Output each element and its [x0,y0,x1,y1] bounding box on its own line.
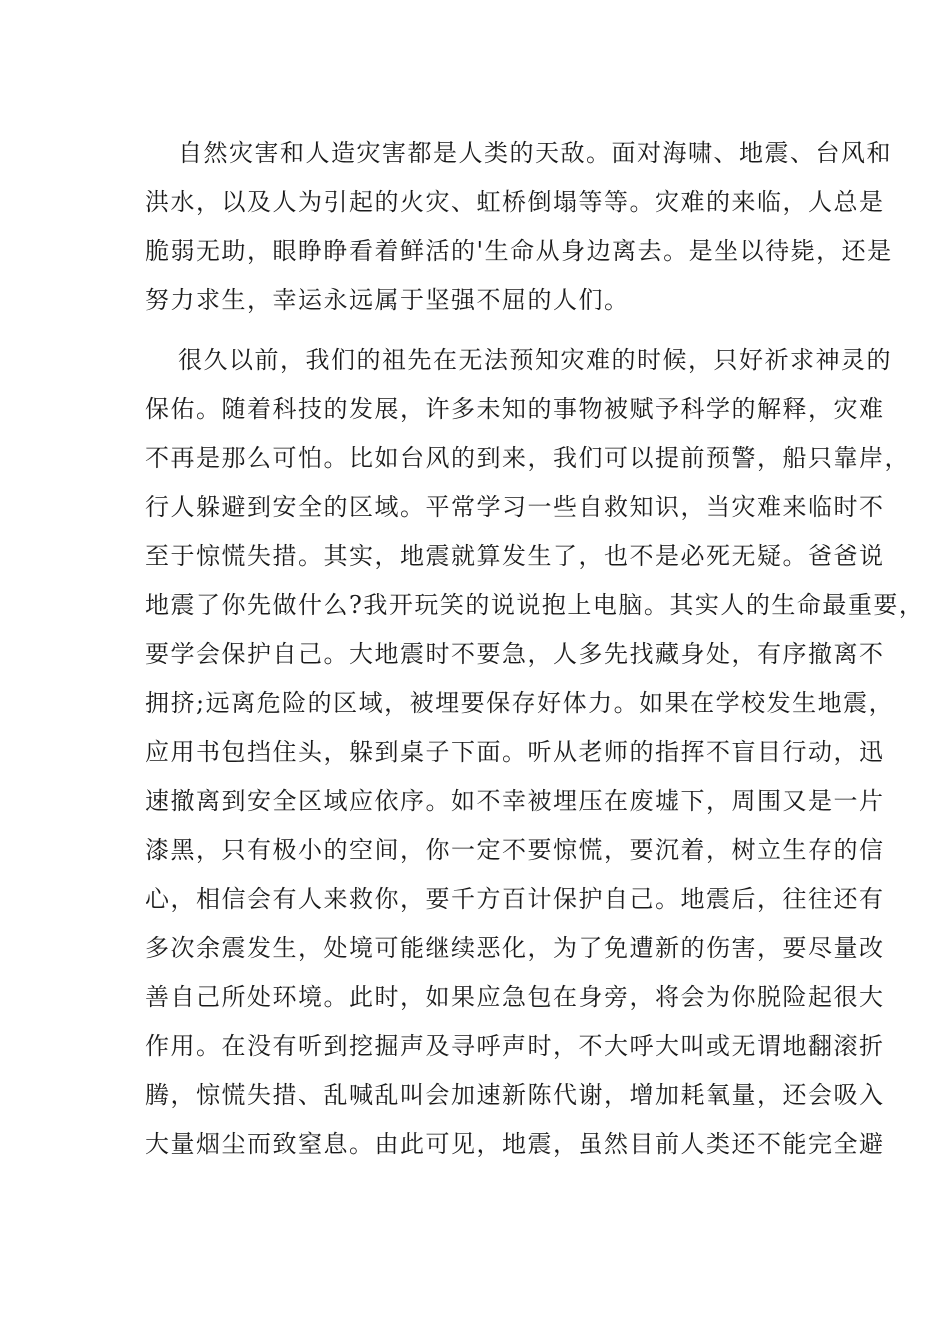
paragraph-2-line-1: 很久以前，我们的祖先在无法预知灾难的时候，只好祈求神灵的 [178,346,892,374]
paragraph-1-line-4: 努力求生，幸运永远属于坚强不屈的人们。 [145,286,630,314]
paragraph-2-line-2: 保佑。随着科技的发展，许多未知的事物被赋予科学的解释，灾难 [145,395,885,423]
paragraph-2-line-15: 作用。在没有听到挖掘声及寻呼声时，不大呼大叫或无谓地翻滚折 [145,1032,885,1060]
paragraph-1-line-1: 自然灾害和人造灾害都是人类的天敌。面对海啸、地震、台风和 [178,139,892,167]
paragraph-2-line-12: 心，相信会有人来救你，要千方百计保护自己。地震后，往往还有 [145,885,885,913]
paragraph-2-line-5: 至于惊慌失措。其实，地震就算发生了，也不是必死无疑。爸爸说 [145,542,885,570]
paragraph-2-line-7: 要学会保护自己。大地震时不要急，人多先找藏身处，有序撤离不 [145,640,885,668]
paragraph-2-line-6: 地震了你先做什么?我开玩笑的说说抱上电脑。其实人的生命最重要， [145,591,925,619]
paragraph-2-line-14: 善自己所处环境。此时，如果应急包在身旁，将会为你脱险起很大 [145,983,885,1011]
paragraph-2-line-11: 漆黑，只有极小的空间，你一定不要惊慌，要沉着，树立生存的信 [145,836,885,864]
paragraph-2-line-17: 大量烟尘而致窒息。由此可见，地震，虽然目前人类还不能完全避 [145,1130,885,1158]
paragraph-1-line-2: 洪水，以及人为引起的火灾、虹桥倒塌等等。灾难的来临，人总是 [145,188,885,216]
paragraph-2-line-13: 多次余震发生，处境可能继续恶化，为了免遭新的伤害，要尽量改 [145,934,885,962]
paragraph-2-line-16: 腾，惊慌失措、乱喊乱叫会加速新陈代谢，增加耗氧量，还会吸入 [145,1081,885,1109]
paragraph-2-line-8: 拥挤;远离危险的区域，被埋要保存好体力。如果在学校发生地震， [145,689,895,717]
paragraph-2-line-3: 不再是那么可怕。比如台风的到来，我们可以提前预警，船只靠岸， [145,444,910,472]
paragraph-1-line-3: 脆弱无助，眼睁睁看着鲜活的'生命从身边离去。是坐以待毙，还是 [145,237,893,265]
paragraph-2-line-4: 行人躲避到安全的区域。平常学习一些自救知识，当灾难来临时不 [145,493,885,521]
paragraph-2-line-9: 应用书包挡住头，躲到桌子下面。听从老师的指挥不盲目行动，迅 [145,738,885,766]
paragraph-2-line-10: 速撤离到安全区域应依序。如不幸被埋压在废墟下，周围又是一片 [145,787,885,815]
